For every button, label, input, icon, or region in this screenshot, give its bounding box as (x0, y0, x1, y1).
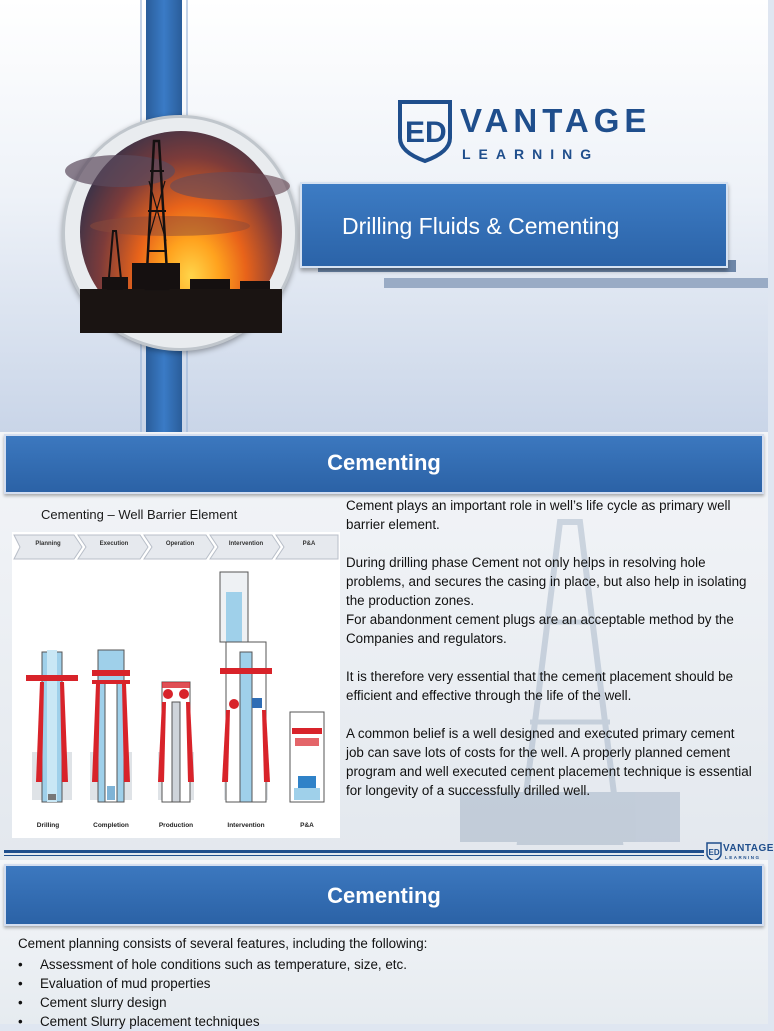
section-header (4, 434, 764, 494)
vantage-learning-logo (396, 98, 652, 168)
bullet-icon: • (18, 1014, 23, 1029)
footer-divider-thin (4, 855, 704, 856)
phase-operation: Operation (165, 541, 195, 547)
svg-text:ED: ED (708, 848, 720, 857)
logo-brand-text: VANTAGE (460, 102, 652, 139)
footer-vantage-logo (706, 842, 774, 862)
logo-tagline-text: LEARNING (462, 146, 600, 162)
cementing-slide-2 (0, 860, 768, 1029)
list-item: • Cement Slurry placement techniques (18, 1014, 260, 1029)
list-item: • Cement slurry design (18, 995, 167, 1010)
section-title: Cementing (327, 450, 441, 475)
list-item: • Assessment of hole conditions such as temperature, size, etc. (18, 957, 407, 972)
footer-logo-tagline: LEARNING (725, 855, 761, 860)
drilling-rig-sunset-image (80, 131, 282, 333)
bullet-icon: • (18, 995, 23, 1010)
well-label-production: Production (158, 822, 194, 829)
well-barrier-diagram (12, 532, 340, 838)
list-item: • Evaluation of mud properties (18, 976, 211, 991)
cementing-body-text (346, 496, 756, 800)
planning-bullet-list (18, 955, 407, 1031)
paragraph-drilling-phase: During drilling phase Cement not only helps in resolving hole problems, and secures the casing in place, but also help in isolating the production zones. (346, 555, 747, 608)
bullet-icon: • (18, 976, 23, 991)
well-label-intervention: Intervention (227, 822, 265, 829)
footer-divider (4, 850, 704, 853)
footer-logo-brand: VANTAGE (723, 843, 774, 854)
phase-intervention: Intervention (228, 541, 264, 547)
phase-planning: Planning (35, 541, 61, 547)
section-header (4, 864, 764, 926)
paragraph-common-belief: A common belief is a well designed and executed primary cement job can save lots of costs for the well. A properly planned cement program and well executed cement placement technique is essential for longevity of a successfully drilled well. (346, 726, 752, 798)
cementing-slide-1 (0, 432, 774, 860)
well-label-completion: Completion (93, 822, 129, 829)
section-title: Cementing (327, 883, 441, 908)
phase-execution: Execution (99, 541, 129, 547)
ed-shield-logo-icon (396, 98, 454, 164)
planning-intro: Cement planning consists of several features, including the following: (18, 936, 428, 951)
diagram-caption: Cementing – Well Barrier Element (41, 507, 238, 522)
title-slide (0, 0, 768, 432)
paragraph-essential: It is therefore very essential that the cement placement should be efficient and effective through the life of the well. (346, 669, 734, 703)
slide-title: Drilling Fluids & Cementing (342, 213, 620, 239)
paragraph-abandonment: For abandonment cement plugs are an acceptable method by the Companies and regulators. (346, 612, 734, 646)
phase-pa: P&A (302, 541, 316, 547)
title-bar (300, 182, 728, 268)
paragraph-barrier: Cement plays an important role in well’s life cycle as primary well barrier element. (346, 498, 731, 532)
well-label-pa: P&A (300, 822, 314, 829)
ed-shield-logo-icon (706, 842, 722, 862)
title-bar-shadow-2 (384, 278, 768, 288)
svg-text:ED: ED (405, 116, 447, 149)
bullet-icon: • (18, 957, 23, 972)
well-label-drilling: Drilling (36, 822, 60, 829)
